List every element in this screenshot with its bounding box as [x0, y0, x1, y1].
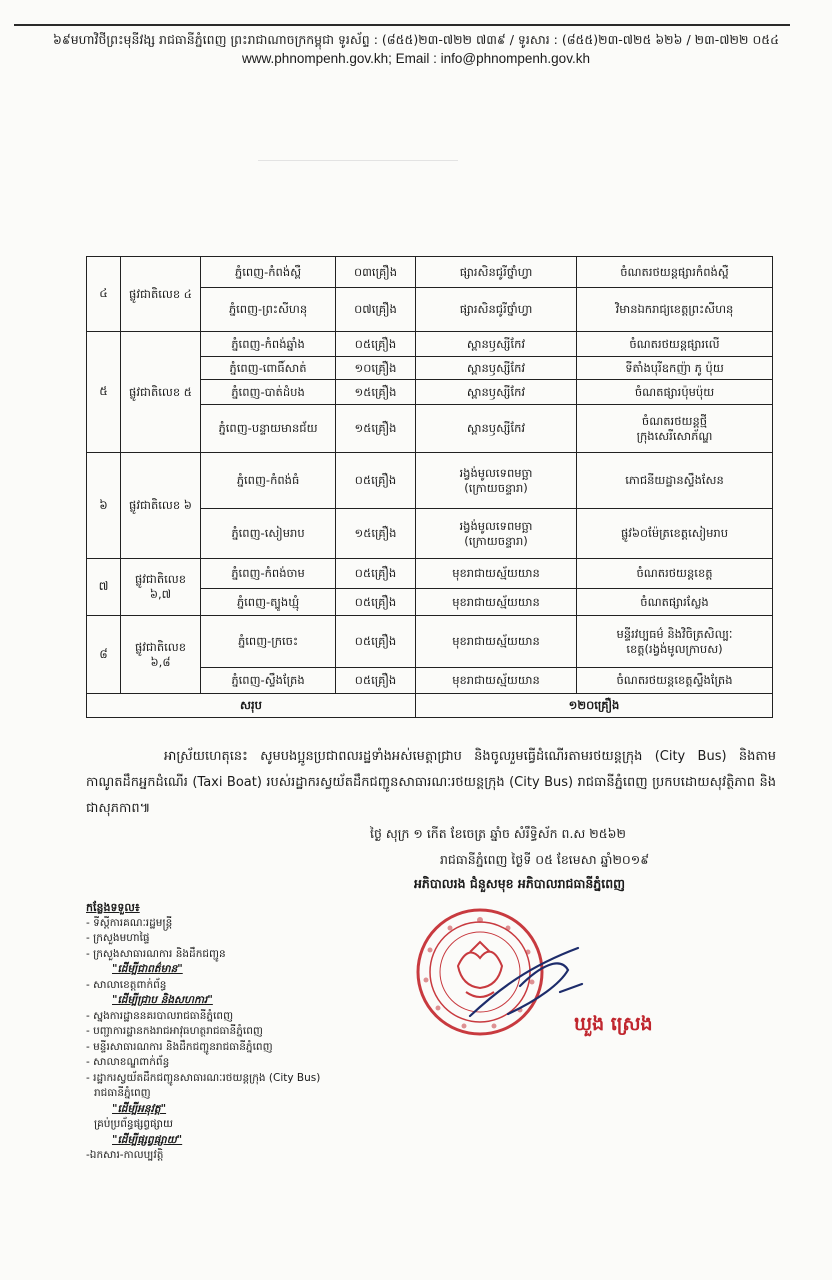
destination: ផ្លូវ៦០ម៉ែត្រខេត្តសៀមរាប — [577, 509, 773, 559]
destination: ចំណតផ្សារស្លែង — [577, 589, 773, 616]
origin: មុខរាជាយស្ម័យយាន — [416, 616, 577, 668]
list-item: - ក្រសួងសាធារណការ និងដឹកជញ្ជូន — [86, 947, 226, 960]
destination: វិមានឯករាជ្យខេត្តព្រះសីហនុ — [577, 288, 773, 332]
total-value: ១២០គ្រឿង — [416, 694, 773, 718]
row-number: ៨ — [87, 616, 121, 694]
route: ភ្នំពេញ-ក្រចេះ — [201, 616, 336, 668]
route: ភ្នំពេញ-កំពង់ឆ្នាំង — [201, 332, 336, 357]
faint-divider — [258, 160, 458, 161]
route: ភ្នំពេញ-កំពង់ធំ — [201, 453, 336, 509]
destination: ចំណតរថយន្តផ្សារកំពង់ស្ពឺ — [577, 257, 773, 288]
route: ភ្នំពេញ-បាត់ដំបង — [201, 380, 336, 405]
origin: មុខរាជាយស្ម័យយាន — [416, 559, 577, 589]
official-seal-icon — [410, 896, 588, 1046]
list-item-continued: រាជធានីភ្នំពេញ — [94, 1087, 151, 1099]
bus-count: ០៣គ្រឿង — [336, 257, 416, 288]
bus-count: ១៥គ្រឿង — [336, 405, 416, 453]
total-label: សរុប — [87, 694, 416, 718]
recipients-title: កន្លែងទទួល៖ — [86, 901, 140, 914]
list-item: - សាលាខេត្តពាក់ព័ន្ធ — [86, 978, 167, 991]
header-web-email: www.phnompenh.gov.kh; Email : info@phnompenh.gov.kh — [242, 51, 590, 66]
road-name: ផ្លូវជាតិលេខ ៦ — [121, 453, 201, 559]
origin: ផ្សារសិនជូរីថ្នាំហ្វា — [416, 257, 577, 288]
bus-count: ០៥គ្រឿង — [336, 332, 416, 357]
bus-count: ១៥គ្រឿង — [336, 509, 416, 559]
bus-count: ១០គ្រឿង — [336, 357, 416, 380]
bus-count: ០៥គ្រឿង — [336, 589, 416, 616]
list-item-purpose: "ដើម្បីជ្រាប និងសហការ" — [112, 994, 213, 1006]
destination: ទីតាំងបុរីឧកញ៉ា ភូ ប៉ុយ — [577, 357, 773, 380]
route: ភ្នំពេញ-ពោធិ៍សាត់ — [201, 357, 336, 380]
origin: មុខរាជាយស្ម័យយាន — [416, 668, 577, 694]
header-rule — [14, 24, 790, 26]
row-number: ៧ — [87, 559, 121, 616]
bus-count: ០៥គ្រឿង — [336, 559, 416, 589]
bus-count: ០៧គ្រឿង — [336, 288, 416, 332]
destination: ចំណតរថយន្តថ្មី ក្រុងសេរីសោភ័ណ្ឌ — [577, 405, 773, 453]
list-item-continued: គ្រប់ប្រព័ន្ធផ្សព្វផ្សាយ — [94, 1118, 174, 1130]
bus-count: ០៥គ្រឿង — [336, 616, 416, 668]
origin: ស្ពានឫស្សីកែវ — [416, 332, 577, 357]
signatory-title: អភិបាលរង ជំនួសមុខ អភិបាលរាជធានីភ្នំពេញ — [414, 876, 626, 891]
origin: ស្ពានឫស្សីកែវ — [416, 357, 577, 380]
route: ភ្នំពេញ-សៀមរាប — [201, 509, 336, 559]
origin: ស្ពានឫស្សីកែវ — [416, 380, 577, 405]
table-row — [87, 257, 773, 288]
total-row — [87, 694, 773, 718]
list-item: - រដ្ឋាករស្វយ័តដឹកជញ្ជូនសាធារណៈរថយន្តក្រុង (City Bus) — [86, 1071, 321, 1084]
list-item-purpose: "ដើម្បីអនុវត្ត" — [112, 1102, 167, 1115]
header-address: ៦៩មហាវិថីព្រះមុនីវង្ស រាជធានីភ្នំពេញ ព្រះរាជាណាចក្រកម្ពុជា ទូរស័ព្ទ : (៨៥៥)២៣-៧២២ ៧៣៩ / ទូរសារ : (៨៥៥)២៣-៧២៥ ៦២៦ / ២៣-៧២២ ០៥៤ — [53, 32, 779, 47]
route: ភ្នំពេញ-ស្ទឹងត្រែង — [201, 668, 336, 694]
road-name: ផ្លូវជាតិលេខ ៥ — [121, 332, 201, 453]
list-item: - ក្រសួងមហាផ្ទៃ — [86, 932, 150, 944]
solar-date: រាជធានីភ្នំពេញ ថ្ងៃទី ០៥ ខែមេសា ឆ្នាំ២០១៩ — [440, 852, 650, 867]
list-item: - សាលាខណ្ឌពាក់ព័ន្ធ — [86, 1056, 170, 1068]
road-name: ផ្លូវជាតិលេខ ៦,៧ — [121, 559, 201, 616]
list-item: - ទីស្តីការគណៈរដ្ឋមន្ត្រី — [86, 916, 173, 929]
destination: ចំណតរថយន្តផ្សារលើ — [577, 332, 773, 357]
origin: ផ្សារសិនជូរីថ្នាំហ្វា — [416, 288, 577, 332]
origin: មុខរាជាយស្ម័យយាន — [416, 589, 577, 616]
list-item: - ស្នងការដ្ឋាននគរបាលរាជធានីភ្នំពេញ — [86, 1009, 234, 1022]
destination: ភោជនីយដ្ឋានស្ទឹងសែន — [577, 453, 773, 509]
list-item: - បញ្ជាការដ្ឋានកងរាជអាវុធហត្ថរាជធានីភ្នំពេញ — [86, 1025, 263, 1037]
road-name: ផ្លូវជាតិលេខ ៤ — [121, 257, 201, 332]
route: ភ្នំពេញ-ត្បូងឃ្មុំ — [201, 589, 336, 616]
destination: ចំណតរថយន្តខេត្ត — [577, 559, 773, 589]
recipients-list — [86, 900, 406, 1164]
table-row — [87, 453, 773, 509]
route: ភ្នំពេញ-បន្ទាយមានជ័យ — [201, 405, 336, 453]
list-item-purpose: "ដើម្បីផ្សព្វផ្សាយ" — [112, 1133, 183, 1146]
destination: មន្ទីរវប្បធម៌ និងវិចិត្រសិល្បៈ ខេត្ត(រង្វង់មូលក្រាបស) — [577, 616, 773, 668]
signatory-name: ឃួង ស្រេង — [574, 1013, 653, 1035]
origin: រង្វង់មូលទេពមច្ឆា (ក្រោយចន្ទារា) — [416, 453, 577, 509]
bus-count: ១៥គ្រឿង — [336, 380, 416, 405]
destination: ចំណតរថយន្តខេត្តស្ទឹងត្រែង — [577, 668, 773, 694]
list-item-purpose: "ដើម្បីជាពត៌មាន" — [112, 963, 183, 975]
route: ភ្នំពេញ-កំពង់ចាម — [201, 559, 336, 589]
lunar-date: ថ្ងៃ សុក្រ ១ កើត ខែចេត្រ ឆ្នាំច សំរឹទ្ធិស័ក ព.ស ២៥៦២ — [370, 826, 626, 841]
origin: ស្ពានឫស្សីកែវ — [416, 405, 577, 453]
destination: ចំណតផ្សារប៉ុមប៉ុយ — [577, 380, 773, 405]
bus-count: ០៥គ្រឿង — [336, 453, 416, 509]
row-number: ៤ — [87, 257, 121, 332]
table-row — [87, 616, 773, 668]
route: ភ្នំពេញ-ព្រះសីហនុ — [201, 288, 336, 332]
table-row — [87, 332, 773, 357]
body-paragraph: អាស្រ័យហេតុនេះ សូមបងប្អូនប្រជាពលរដ្ឋទាំងអស់មេត្តាជ្រាប និងចូលរួមធ្វើដំណើរតាមរថយន្តក្រុង (City Bus) និងតាមកាណូតដឹកអ្នកដំណើរ (Taxi Boat) របស់រដ្ឋាករស្វយ័តដឹកជញ្ជូនសាធារណៈរថយន្តក្រុង (City Bus) រាជធានីភ្នំពេញ ប្រកបដោយសុវត្ថិភាព និងជាសុភកាព៕ — [86, 749, 776, 816]
list-item: -ឯកសារ-កាលប្បវត្តិ — [86, 1149, 164, 1161]
bus-route-table — [86, 256, 773, 718]
row-number: ៦ — [87, 453, 121, 559]
origin: រង្វង់មូលទេពមច្ឆា (ក្រោយចន្ទារា) — [416, 509, 577, 559]
table-row — [87, 559, 773, 589]
list-item: - មន្ទីរសាធារណការ និងដឹកជញ្ជូនរាជធានីភ្នំពេញ — [86, 1040, 273, 1053]
bus-count: ០៥គ្រឿង — [336, 668, 416, 694]
road-name: ផ្លូវជាតិលេខ ៦,៨ — [121, 616, 201, 694]
row-number: ៥ — [87, 332, 121, 453]
route: ភ្នំពេញ-កំពង់ស្ពឺ — [201, 257, 336, 288]
